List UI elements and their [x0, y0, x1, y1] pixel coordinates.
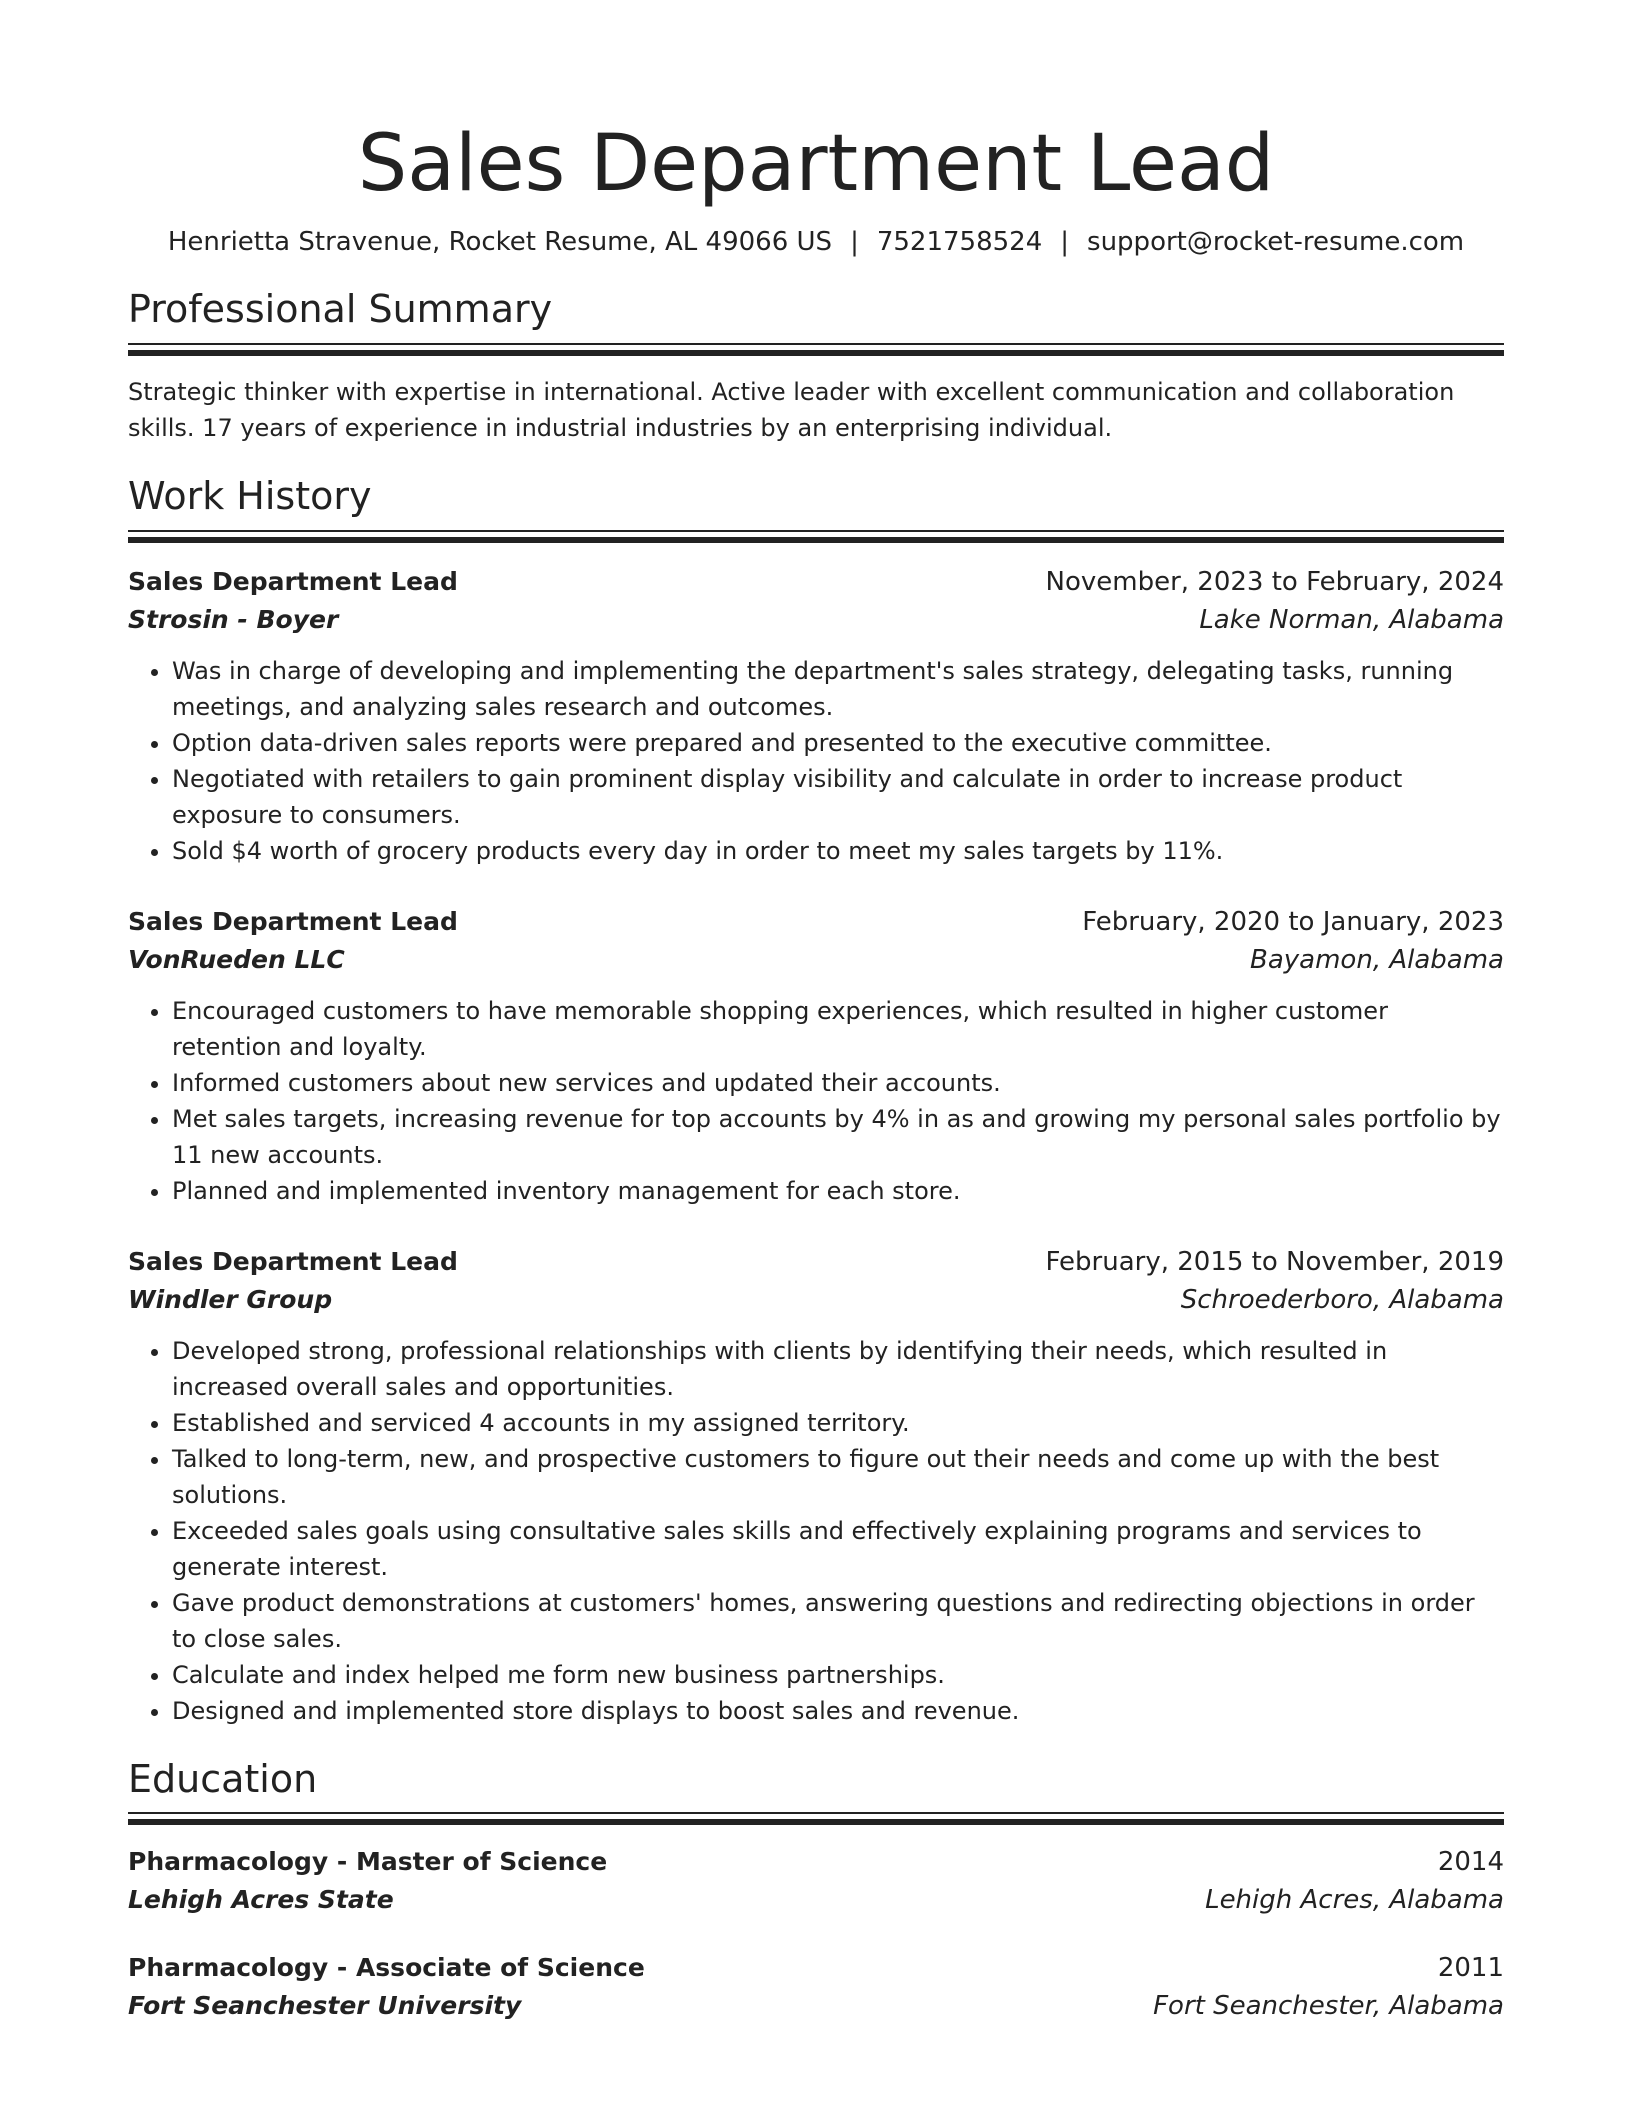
job-bullet: • Sold $4 worth of grocery products every day in order to meet my sales targets by 11%. [172, 833, 1504, 869]
job-bullet: • Designed and implemented store displays to boost sales and revenue. [172, 1693, 1504, 1729]
resume-page [128, 0, 1504, 2025]
job-location: Schroederboro, Alabama [1180, 1284, 1504, 1315]
section-divider [128, 530, 1504, 543]
job-bullet: • Exceeded sales goals using consultative sales skills and effectively explaining programs and services to generate interest. [172, 1513, 1504, 1585]
job-bullet: • Negotiated with retailers to gain prominent display visibility and calculate in order to increase product exposure to consumers. [172, 761, 1504, 833]
education-section [128, 1757, 1504, 2026]
education-degree: Pharmacology - Associate of Science [128, 1953, 645, 1983]
job-bullet: • Encouraged customers to have memorable shopping experiences, which resulted in higher customer retention and loyalty. [172, 993, 1504, 1065]
job-bullets [128, 993, 1504, 1209]
job-bullets [128, 1333, 1504, 1729]
job-dates: February, 2020 to January, 2023 [1082, 906, 1504, 937]
job-bullet: • Gave product demonstrations at customers' homes, answering questions and redirecting objections in order to close sales. [172, 1585, 1504, 1657]
education-entry [128, 1843, 1504, 1919]
contact-line [128, 226, 1504, 260]
section-heading: Professional Summary [128, 287, 553, 332]
section-divider [128, 1812, 1504, 1825]
section-heading: Education [128, 1756, 318, 1801]
job-entry [128, 1243, 1504, 1729]
job-title: Sales Department Lead [128, 906, 458, 936]
job-bullet: • Met sales targets, increasing revenue for top accounts by 4% in as and growing my personal sales portfolio by 11 new accounts. [172, 1101, 1504, 1173]
education-year: 2011 [1437, 1953, 1504, 1984]
contact-address: Henrietta Stravenue, Rocket Resume, AL 49066 US [167, 226, 833, 257]
job-dates: February, 2015 to November, 2019 [1045, 1246, 1504, 1277]
work-history-section [128, 474, 1504, 1729]
job-bullet: • Calculate and index helped me form new business partnerships. [172, 1657, 1504, 1693]
job-dates: November, 2023 to February, 2024 [1045, 566, 1504, 597]
job-entry [128, 903, 1504, 1209]
contact-separator: | [1060, 226, 1070, 257]
education-location: Fort Seanchester, Alabama [1153, 1991, 1504, 2022]
education-school: Fort Seanchester University [128, 1991, 522, 2021]
summary-section [128, 287, 1504, 446]
job-company: VonRueden LLC [128, 944, 345, 974]
contact-phone: 7521758524 [876, 226, 1043, 257]
job-bullet: • Informed customers about new services and updated their accounts. [172, 1065, 1504, 1101]
job-company: Strosin - Boyer [128, 604, 339, 634]
job-bullet: • Planned and implemented inventory management for each store. [172, 1173, 1504, 1209]
contact-separator: | [850, 226, 859, 257]
job-bullet: • Developed strong, professional relationships with clients by identifying their needs, which resulted in increased overall sales and opportunities. [172, 1333, 1504, 1405]
resume-title: Sales Department Lead [357, 119, 1275, 209]
job-title: Sales Department Lead [128, 1246, 458, 1276]
summary-text: Strategic thinker with expertise in international. Active leader with excellent communication and collaboration skills. 17 years of experience in industrial industries by an enterprising individual. [128, 377, 1455, 442]
job-location: Bayamon, Alabama [1250, 944, 1504, 975]
job-bullets [128, 653, 1504, 869]
section-divider [128, 343, 1504, 356]
education-location: Lehigh Acres, Alabama [1205, 1885, 1504, 1916]
job-bullet: • Option data-driven sales reports were prepared and presented to the executive committee. [172, 725, 1504, 761]
job-location: Lake Norman, Alabama [1199, 604, 1504, 635]
job-entry [128, 563, 1504, 869]
education-year: 2014 [1437, 1847, 1504, 1878]
job-title: Sales Department Lead [128, 566, 458, 596]
education-entry [128, 1949, 1504, 2025]
education-school: Lehigh Acres State [128, 1885, 394, 1915]
job-bullet: • Was in charge of developing and implementing the department's sales strategy, delegating tasks, running meetings, and analyzing sales research and outcomes. [172, 653, 1504, 725]
education-degree: Pharmacology - Master of Science [128, 1847, 608, 1877]
job-bullet: • Talked to long-term, new, and prospective customers to figure out their needs and come up with the best solutions. [172, 1441, 1504, 1513]
section-heading: Work History [128, 473, 372, 518]
job-bullet: • Established and serviced 4 accounts in my assigned territory. [172, 1405, 1504, 1441]
job-company: Windler Group [128, 1284, 333, 1314]
contact-email: support@rocket-resume.com [1087, 226, 1465, 257]
